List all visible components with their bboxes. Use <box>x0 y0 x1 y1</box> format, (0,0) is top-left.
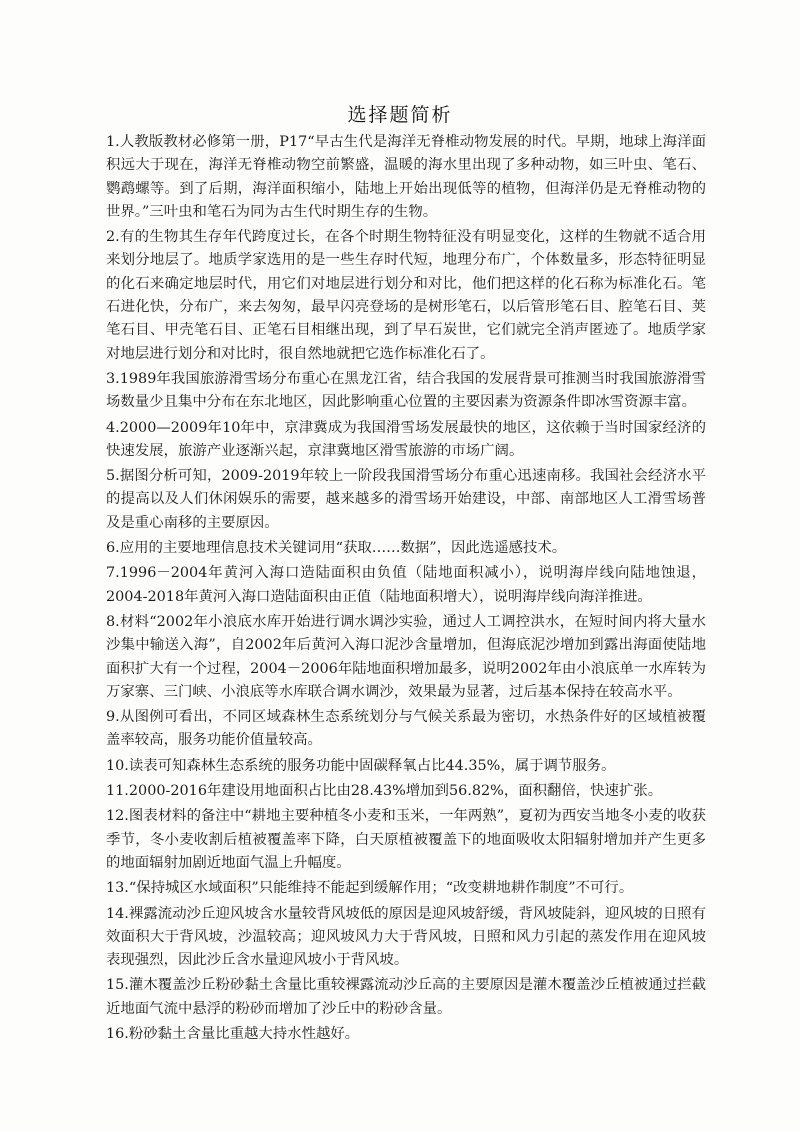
answer-list <box>106 131 706 1048</box>
answer-item-5: 5.据图分析可知，2009-2019年较上一阶段我国滑雪场分布重心迅速南移。我国社会经济水平的提高以及人们休闲娱乐的需要，越来越多的滑雪场开始建设，中部、南部地区人工滑雪场普及是重心南移的主要原因。 <box>106 468 706 531</box>
answer-item-7: 7.1996－2004年黄河入海口造陆面积由负值（陆地面积减小），说明海岸线向陆地蚀退，2004-2018年黄河入海口造陆面积由正值（陆地面积增大），说明海岸线向海洋推进。 <box>106 565 706 605</box>
page-title: 选择题简析 <box>347 104 453 126</box>
answer-item-14: 14.裸露流动沙丘迎风坡含水量较背风坡低的原因是迎风坡舒缓，背风坡陡斜，迎风坡的日照有效面积大于背风坡，沙温较高；迎风坡风力大于背风坡，日照和风力引起的蒸发作用在迎风坡表现强烈，因此沙丘含水量迎风坡小于背风坡。 <box>106 905 706 969</box>
answer-item-15: 15.灌木覆盖沙丘粉砂黏土含量比重较裸露流动沙丘高的主要原因是灌木覆盖沙丘植被通过拦截近地面气流中悬浮的粉砂而增加了沙丘中的粉砂含量。 <box>106 977 706 1017</box>
answer-item-9: 9.从图例可看出，不同区域森林生态系统划分与气候关系最为密切，水热条件好的区域植被覆盖率较高，服务功能价值量较高。 <box>106 709 706 749</box>
answer-item-6: 6.应用的主要地理信息技术关键词用“获取……数据”，因此选遥感技术。 <box>106 540 567 557</box>
answer-item-11: 11.2000-2016年建设用地面积占比由28.43%增加到56.82%，面积翻倍，快速扩张。 <box>106 783 663 800</box>
answer-item-10: 10.读表可知森林生态系统的服务功能中固碳释氧占比44.35%，属于调节服务。 <box>106 757 616 774</box>
answer-item-12: 12.图表材料的备注中“耕地主要种植冬小麦和玉米，一年两熟”，夏初为西安当地冬小麦的收获季节，冬小麦收割后植被覆盖率下降，白天原植被覆盖下的地面吸收太阳辐射增加并产生更多的地面辐射加剧近地面气温上升幅度。 <box>106 808 706 871</box>
answer-item-2: 2.有的生物其生存年代跨度过长，在各个时期生物特征没有明显变化，这样的生物就不适合用来划分地层了。地质学家选用的是一些生存时代短，地理分布广，个体数量多，形态特征明显的化石来确定地层时代，用它们对地层进行划分和对比，他们把这样的化石称为标准化石。笔石进化快，分布广，来去匆匆，最早闪亮登场的是树形笔石，以后管形笔石目、腔笔石目、荚笔石目、甲壳笔石目、正笔石目相继出现，到了早石炭世，它们就完全消声匿迹了。地质学家对地层进行划分和对比时，很自然地就把它选作标准化石了。 <box>106 229 706 362</box>
answer-item-1: 1.人教版教材必修第一册，P17“早古生代是海洋无脊椎动物发展的时代。早期，地球上海洋面积远大于现在，海洋无脊椎动物空前繁盛，温暖的海水里出现了多种动物，如三叶虫、笔石、鹦鹉螺等。到了后期，海洋面积缩小，陆地上开始出现低等的植物，但海洋仍是无脊椎动物的世界。”三叶虫和笔石为同为古生代时期生存的生物。 <box>106 134 706 220</box>
answer-item-8: 8.材料“2002年小浪底水库开始进行调水调沙实验，通过人工调控洪水，在短时间内将大量水沙集中输送入海”，自2002年后黄河入海口泥沙含量增加，但海底泥沙增加到露出海面使陆地面积扩大有一个过程，2004－2006年陆地面积增加最多，说明2002年由小浪底单一水库转为万家寨、三门峡、小浪底等水库联合调水调沙，效果最为显著，过后基本保持在较高水平。 <box>106 613 706 700</box>
answer-item-13: 13.“保持城区水域面积”只能维持不能起到缓解作用；“改变耕地耕作制度”不可行。 <box>106 880 634 897</box>
answer-item-4: 4.2000—2009年10年中，京津冀成为我国滑雪场发展最快的地区，这依赖于当时国家经济的快速发展，旅游产业逐渐兴起，京津冀地区滑雪旅游的市场广阔。 <box>106 419 706 459</box>
answer-item-3: 3.1989年我国旅游滑雪场分布重心在黑龙江省，结合我国的发展背景可推测当时我国旅游滑雪场数量少且集中分布在东北地区，因此影响重心位置的主要因素为资源条件即冰雪资源丰富。 <box>106 370 706 411</box>
answer-item-16: 16.粉砂黏土含量比重越大持水性越好。 <box>106 1025 360 1042</box>
